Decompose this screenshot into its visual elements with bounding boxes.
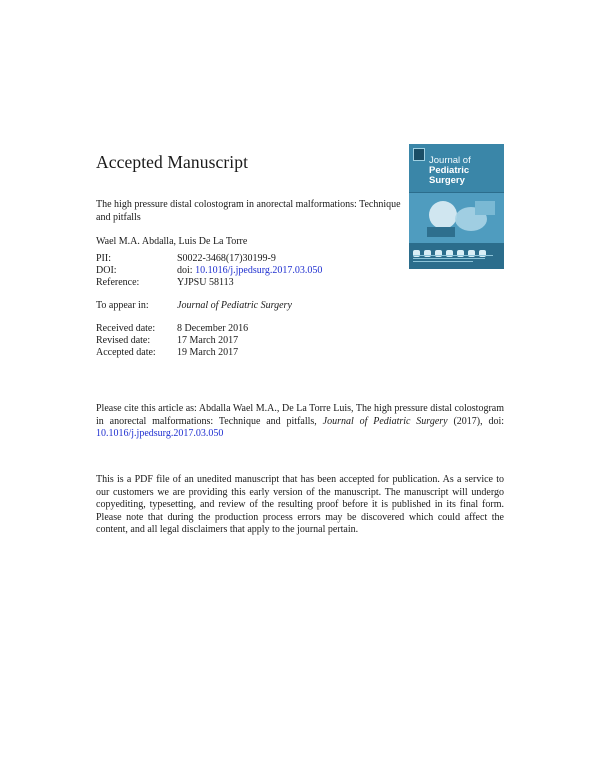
manuscript-notice: This is a PDF file of an unedited manuscript that has been accepted for publication. As a service to our customers we are providing this early version of the manuscript. The manuscript will undergo copyediting, typesetting, and review of the resulting proof before it is published in its final form. Please note that during the production process errors may be discovered which could affect the content, and all legal disclaimers that apply to the journal pertain. [96, 474, 504, 535]
citation-journal: Journal of Pediatric Surgery [322, 415, 448, 427]
journal-cover [409, 144, 504, 269]
citation-year: (2017), doi: [447, 415, 505, 427]
doi-prefix: doi: [177, 265, 193, 276]
received-label: Received date: [96, 323, 156, 334]
citation-paragraph [96, 403, 504, 441]
doi-link[interactable]: 10.1016/j.jpedsurg.2017.03.050 [195, 265, 323, 276]
pii-label: PII: [96, 253, 111, 264]
received-value: 8 December 2016 [177, 323, 249, 334]
appear-label: To appear in: [96, 300, 149, 311]
reference-label: Reference: [96, 277, 140, 288]
citation-text: Please cite this article as: Abdalla Wael M.A., De La Torre Luis, The high pressure distal colostogram in anorectal malformations: Technique and pitfalls, [96, 403, 504, 427]
doi-value [177, 265, 322, 277]
revised-value: 17 March 2017 [177, 335, 239, 346]
cover-title-line2: Pediatric Surgery [429, 165, 470, 186]
publisher-logo-icon [413, 148, 425, 161]
accepted-value: 19 March 2017 [177, 347, 239, 358]
citation-doi-link[interactable]: 10.1016/j.jpedsurg.2017.03.050 [96, 428, 224, 439]
appear-value: Journal of Pediatric Surgery [177, 300, 292, 311]
cover-icon-row [413, 244, 500, 252]
accepted-label: Accepted date: [96, 347, 156, 358]
article-title: The high pressure distal colostogram in anorectal malformations: Technique and pitfalls [96, 199, 401, 223]
reference-value: YJPSU 58113 [177, 277, 234, 288]
pii-value: S0022-3468(17)30199-9 [177, 253, 276, 264]
doi-label: DOI: [96, 265, 117, 276]
revised-label: Revised date: [96, 335, 151, 346]
author-list: Wael M.A. Abdalla, Luis De La Torre [96, 236, 248, 247]
cover-image [409, 193, 504, 243]
page-heading: Accepted Manuscript [96, 152, 249, 172]
cover-fine-print [413, 255, 500, 267]
cover-title-line1: Journal of [429, 155, 471, 166]
